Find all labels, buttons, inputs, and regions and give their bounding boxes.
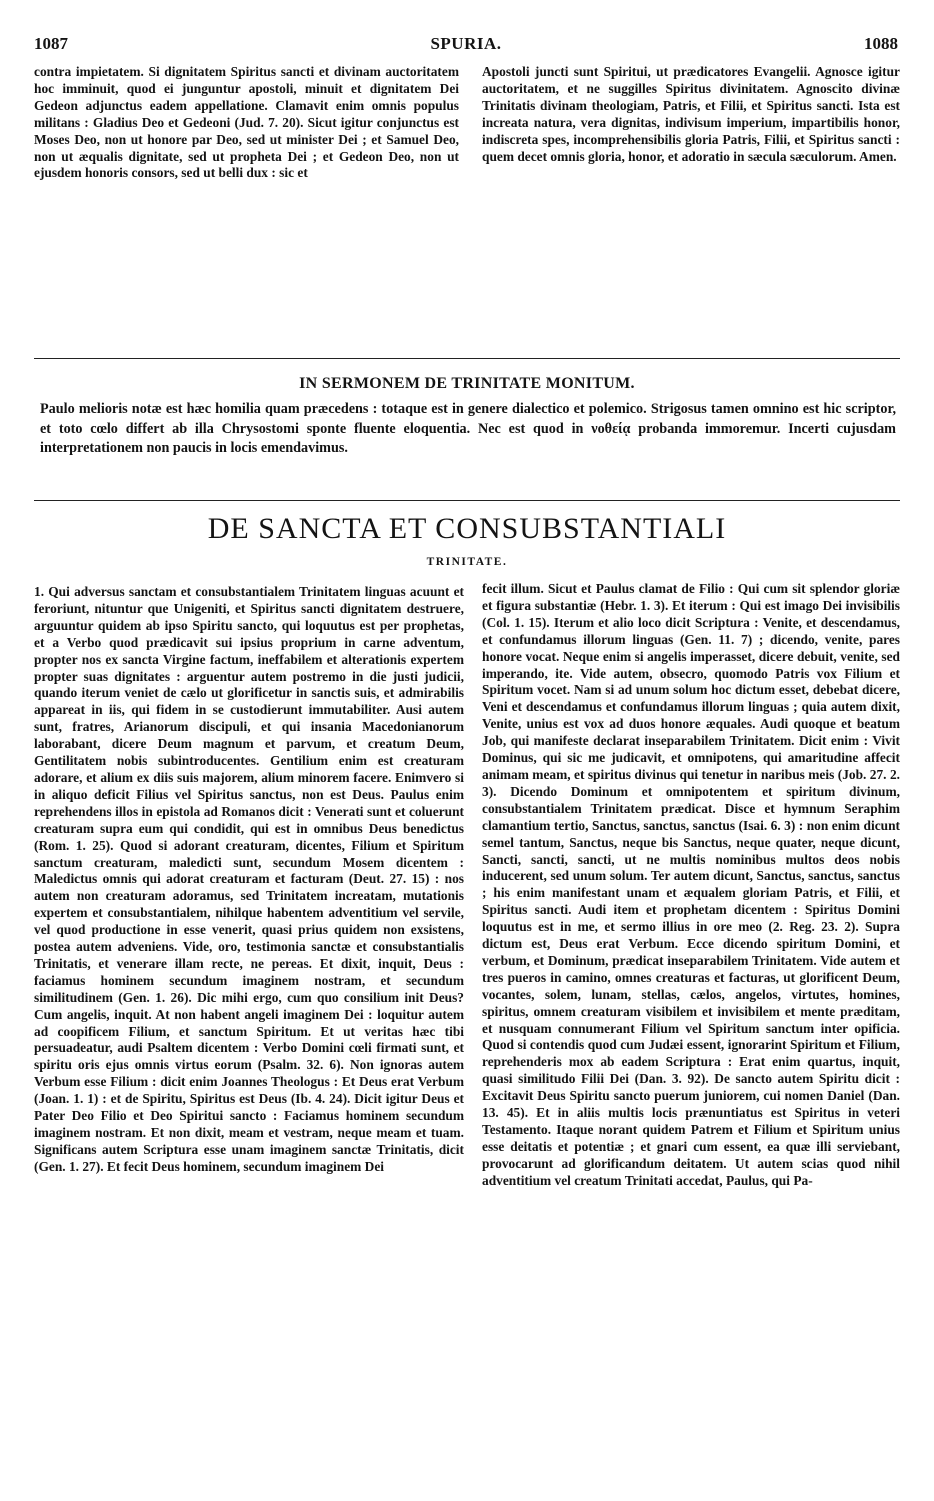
running-title: SPURIA. — [430, 34, 502, 53]
top-left-column — [34, 64, 459, 182]
divider-rule — [34, 358, 900, 359]
top-right-paragraph: Apostoli juncti sunt Spiritui, ut prædicatores Evangelii. Agnosce igitur auctoritatem, et ne suggilles Spiritus divinitatem. Agnoscito divinæ Trinitatis divinam theologiam, Patris, et Filii, et Spiritus sancti. Ista est increata natura, vera dignitas, indivisum imperium, impartibilis honor, indiscreta spes, incomprehensibilis gloria Patris, Filii, et Spiritus sancti : quem decet omnis gloria, honor, et adoratio in sæcula sæculorum. Amen. — [482, 64, 900, 164]
section-title: DE SANCTA ET CONSUBSTANTIALI — [207, 512, 727, 545]
body-right-column — [482, 581, 900, 1190]
monitum-heading: IN SERMONEM DE TRINITATE MONITUM. — [299, 375, 635, 392]
running-header — [34, 34, 898, 56]
top-left-paragraph: contra impietatem. Si dignitatem Spiritus sancti et divinam auctoritatem hoc imminuit, quod ei junguntur apostoli, minuit et dignitatem Dei Gedeon adjunctus eadem appellatione. Clamavit enim omnis populus militans : Gladius Deo et Gedeoni (Jud. 7. 20). Sicut igitur conjunctus est Moses Deo, non ut honore par Deo, sed ut minister Dei ; et Samuel Deo, non ut æqualis dignitate, sed ut propheta Dei ; et Gedeon Deo, non ut ejusdem honoris consors, sed ut belli dux : sic et — [34, 64, 459, 181]
body-left-paragraph: 1. Qui adversus sanctam et consubstantialem Trinitatem linguas acuunt et feroriunt, nituntur que Unigeniti, et Spiritus sancti dignitatem destruere, arguuntur quidem ab ipso Spiritu sancto, qui loquutus est per prophetas, et a Verbo quod prædicavit sui ipsius proprium in carne adventum, propter nos ex sancta Virgine factum, ineffabilem et alterationis expertem propter suas dignitates : arguentur autem postremo in die justi judicii, quando iterum veniet de cælo ut glorificetur in sanctis suis, et admirabilis appareat in iis, qui fidem in se custodierunt immutabiliter. Ausi autem sunt, fratres, Arianorum discipuli, et qui insania Macedonianorum laborabant, dicere Deum magnum et parvum, et creatum Deum, Gentilitatem nobis subintroducentes. Gentilium enim est creaturam adorare, et alium ex diis suis majorem, alium minorem facere. Enimvero si in aliquo deficit Filius vel Spiritus sanctus, non est Deus. Paulus enim reprehendens illos in epistola ad Romanos dicit : Venerati sunt et coluerunt creaturam supra eum qui condidit, qui est in omnibus Deus benedictus (Rom. 1. 25). Quod si adorant creaturam, dicentes, Filium et Spiritum sanctum creaturam, maledicti sunt, secundum Mosem dicentem : Maledictus omnis qui adorat creaturam et facturam (Deut. 27. 15) : nos autem non creaturam adoramus, sed Trinitatem increatam, mutationis expertem et consubstantialem, nihilque habentem adventitium vel servile, vel quod productione in esse venerit, quasi prius quidem non exsistens, postea autem adveniens. Vide, oro, testimonia sanctæ et consubstantialis Trinitatis, et venerare illam recte, ne pereas. Et dixit, inquit, Deus : faciamus hominem secundum imaginem nostram, et secundum similitudinem (Gen. 1. 26). Dic mihi ergo, cum quo consilium init Deus? Cum angelis, inquit. At non habent angeli imaginem Dei : loquitur autem ad coopificem Filium, et sanctum Spiritum. Et ut veritas hæc tibi persuadeatur, audi Psaltem dicentem : Verbo Domini cœli firmati sunt, et spiritu oris ejus omnis virtus eorum (Psalm. 32. 6). Non ignoras autem Verbum esse Filium : dicit enim Joannes Theologus : Et Deus erat Verbum (Joan. 1. 1) : et de Spiritu, Spiritus est Deus (Ib. 4. 24). Dicit igitur Deus et Pater Deo Filio et Deo Spiritui sancto : Faciamus hominem secundum imaginem nostram. Et non dixit, meam et vestram, neque meam et tuam. Significans autem Scriptura esse unam imaginem sanctæ Trinitatis, dicit (Gen. 1. 27). Et fecit Deus hominem, secundum imaginem Dei — [34, 584, 464, 1174]
top-right-column — [482, 64, 900, 165]
divider-rule — [34, 500, 900, 501]
section-subtitle: TRINITATE. — [426, 556, 508, 568]
body-left-column — [34, 584, 464, 1176]
body-right-paragraph: fecit illum. Sicut et Paulus clamat de Filio : Qui cum sit splendor gloriæ et figura substantiæ (Hebr. 1. 3). Et iterum : Qui est imago Dei invisibilis (Col. 1. 15). Iterum et alio loco dicit Scriptura : Venite, et descendamus, et confundamus illorum linguas (Gen. 11. 7) ; dicendo, venite, pares honore vocat. Neque enim si angelis imperasset, dicere debuit, venite, sed imperando, ite. Vide autem, obsecro, quomodo Patris vox Filium et Spiritum vocet. Nam si ad unum solum hoc dictum esset, debebat dicere, Veni et descendamus et confundamus illorum linguas ; quia autem dixit, Venite, unius est vox ad duos honore æquales. Audi quoque et beatum Job, qui manifeste declarat inseparabilem Trinitatem. Dicit enim : Vivit Dominus, qui sic me judicavit, et omnipotens, qui amaritudine affecit animam meam, et spiritus divinus qui tenetur in naribus meis (Job. 27. 2. 3). Dicendo Dominum et omnipotentem et spiritum divinum, consubstantialem Trinitatem prædicat. Disce et hymnum Seraphim clamantium tertio, Sanctus, sanctus, sanctus (Isai. 6. 3) : non enim dicunt semel tantum, Sanctus, neque bis Sanctus, neque quater, neque dicunt, Sancti, sancti, sancti, ut ne multis nominibus multos deos nobis inducerent, sed unum solum. Ter autem dicunt, Sanctus, sanctus, sanctus ; his enim manifestant unam et æqualem gloriam Patris, et Filii, et Spiritus sancti. Audi item et prophetam dicentem : Spiritus Domini loquutus est in me, et sermo illius in ore meo (2. Reg. 23. 2). Supra dictum est, Deus erat Verbum. Ecce dicendo spiritum Domini, et verbum, et Dominum, prædicat inseparabilem Trinitatem. Vide autem et tres pueros in camino, omnes creaturas et facturas, ut glorificent Deum, vocantes, solem, lunam, stellas, cælos, angelos, virtutes, homines, spiritus, omnem creaturam visibilem et invisibilem et mente præditam, et nusquam connumerant Filium vel Spiritum sanctum inter opificia. Quod si contendis quod cum Judæi essent, ignorarint Spiritum et Filium, reprehenderis mox ab eadem Scriptura : Erat enim quartus, inquit, quasi similitudo Filii Dei (Dan. 3. 92). De sancto autem Spiritu dicit : Excitavit Deus Spiritu sancto puerum juniorem, cui nomen Daniel (Dan. 13. 45). Et in aliis multis locis prænuntiatus est Spiritus in veteri Testamento. Itaque norant quidem Patrem et Filium et Spiritum unius esse deitatis et potentiæ ; et gnari cum essent, ea quæ illi serviebant, provocarunt ad glorificandum deitatem. Ut autem scias quod nihil adventitium vel creatum Trinitati accedat, Paulus, qui Pa- — [482, 581, 900, 1188]
monitum-paragraph: Paulo melioris notæ est hæc homilia quam præcedens : totaque est in genere dialectico et polemico. Strigosus tamen omnino est hic scriptor, et toto cœlo differt ab illa Chrysostomi sponte fluente eloquentia. Nec est quod in νοθείᾳ probanda immoremur. Incerti cujusdam interpretationem non paucis in locis emendavimus. — [40, 401, 896, 457]
page-number-right: 1088 — [864, 34, 898, 53]
page-number-left: 1087 — [34, 34, 68, 53]
